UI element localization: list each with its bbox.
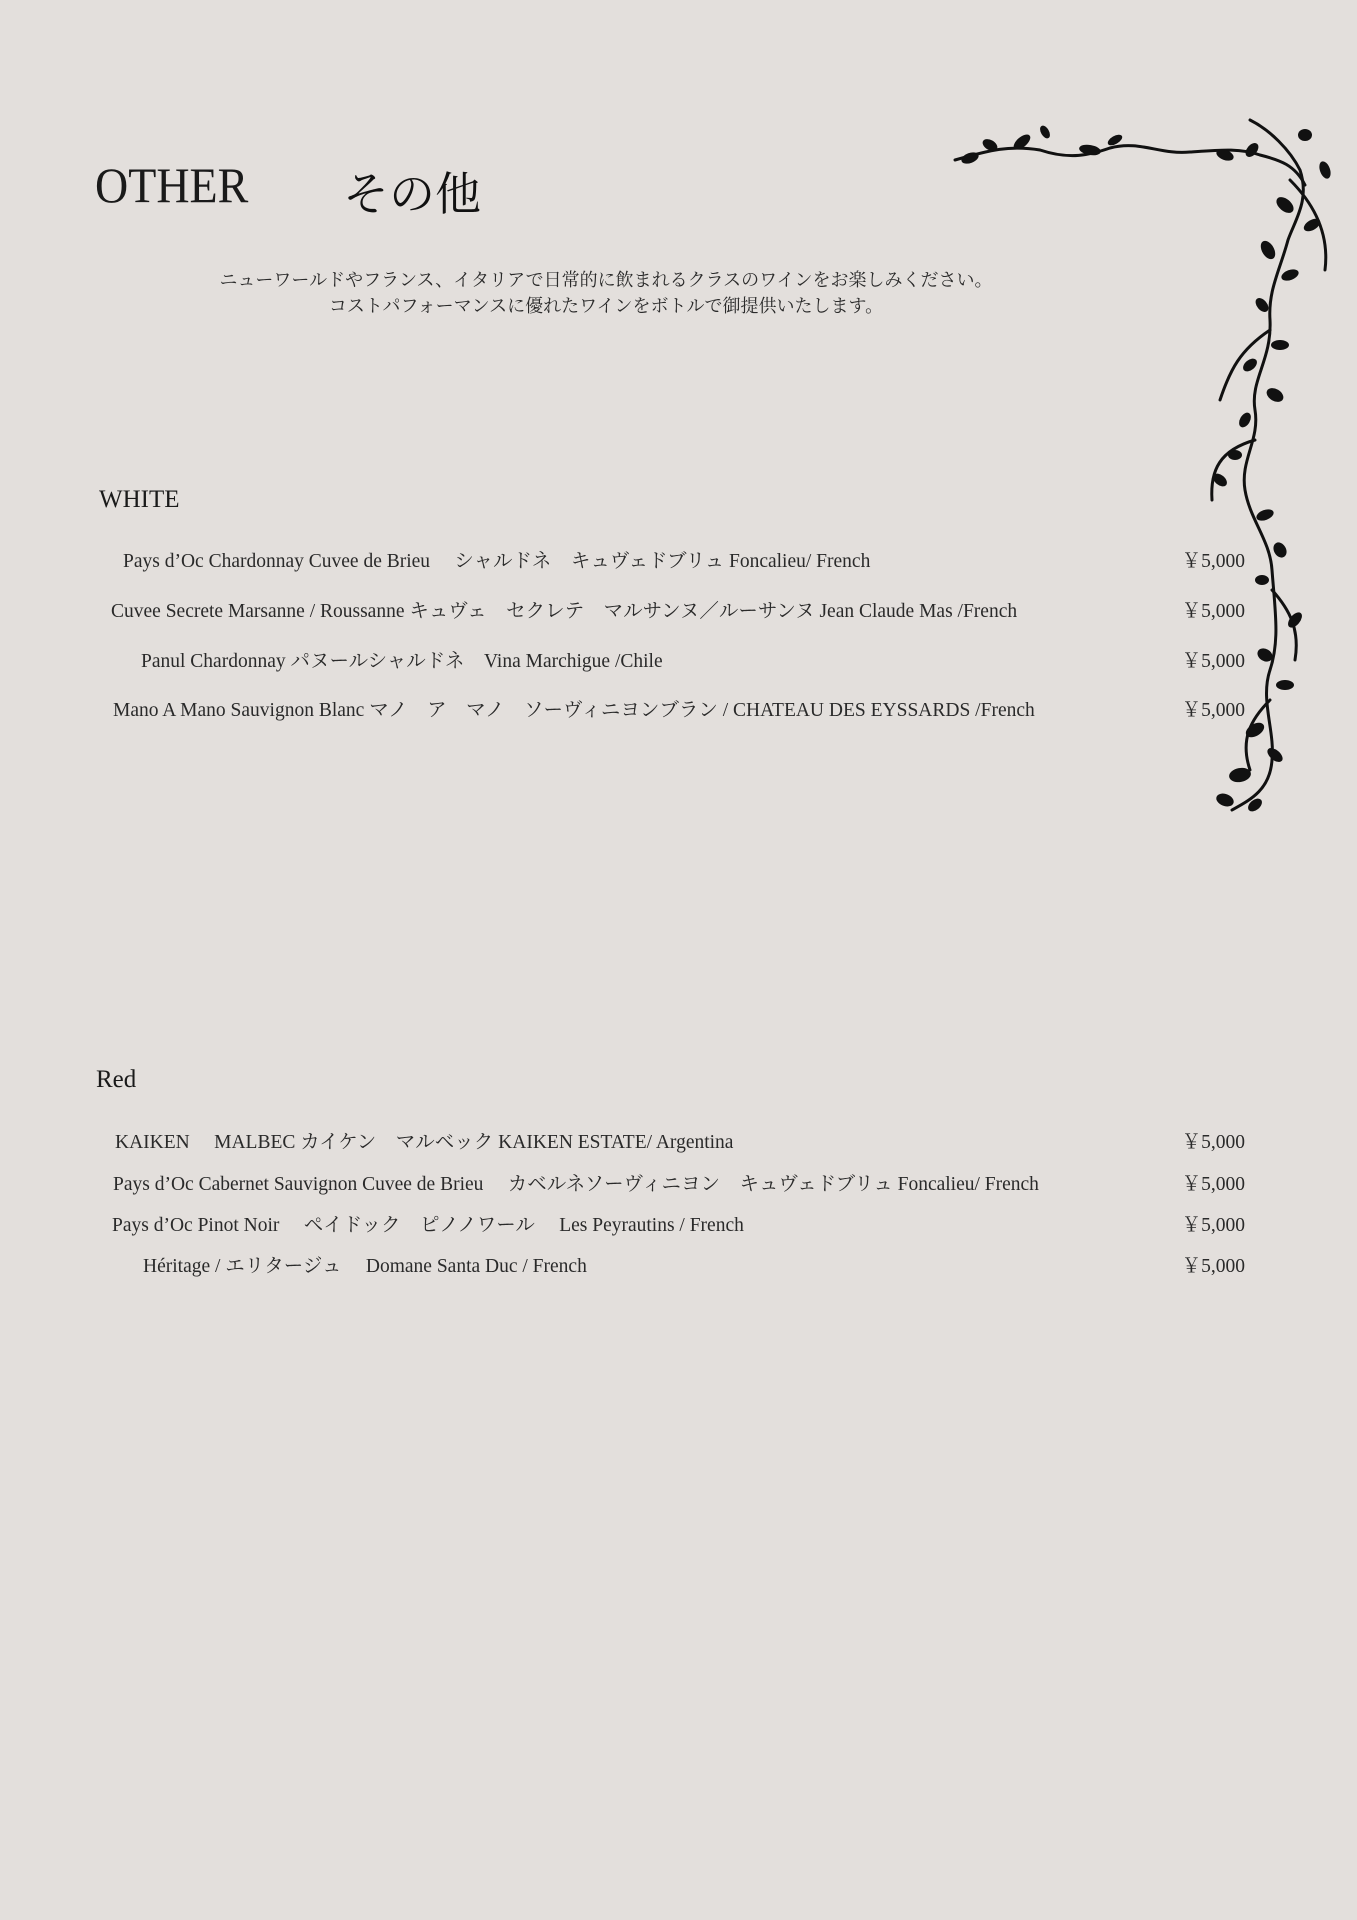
wine-item-price: ￥5,000 bbox=[1181, 1132, 1245, 1153]
wine-item-price: ￥5,000 bbox=[1181, 1256, 1245, 1277]
page-title-en: OTHER bbox=[95, 157, 249, 213]
intro-line: ニューワールドやフランス、イタリアで日常的に飲まれるクラスのワインをお楽しみください。 bbox=[219, 270, 993, 291]
wine-item-name: Héritage / エリタージュ Domane Santa Duc / French bbox=[143, 1256, 587, 1277]
wine-item-name: Mano A Mano Sauvignon Blanc マノ ア マノ ソーヴィニヨンブラン / CHATEAU DES EYSSARDS /French bbox=[113, 700, 1035, 721]
wine-item-price: ￥5,000 bbox=[1181, 700, 1245, 721]
wine-item-name: Panul Chardonnay パヌールシャルドネ Vina Marchigue /Chile bbox=[141, 651, 663, 672]
wine-item-price: ￥5,000 bbox=[1181, 551, 1245, 572]
wine-item-name: Pays d’Oc Chardonnay Cuvee de Brieu シャルドネ キュヴェドブリュ Foncalieu/ French bbox=[123, 551, 871, 572]
wine-item-name: Pays d’Oc Pinot Noir ペイドック ピノノワール Les Peyrautins / French bbox=[112, 1215, 744, 1236]
section-title-red: Red bbox=[96, 1066, 137, 1093]
wine-item-name: Pays d’Oc Cabernet Sauvignon Cuvee de Brieu カベルネソーヴィニヨン キュヴェドブリュ Foncalieu/ French bbox=[113, 1174, 1039, 1195]
page-title-jp: その他 bbox=[343, 167, 481, 221]
wine-item-price: ￥5,000 bbox=[1181, 1215, 1245, 1236]
section-title-white: WHITE bbox=[99, 486, 180, 513]
wine-item-name: Cuvee Secrete Marsanne / Roussanne キュヴェ セクレテ マルサンヌ／ルーサンヌ Jean Claude Mas /French bbox=[111, 601, 1018, 622]
intro-line: コストパフォーマンスに優れたワインをボトルで御提供いたします。 bbox=[328, 296, 884, 317]
wine-item-price: ￥5,000 bbox=[1181, 1174, 1245, 1195]
wine-item-name: KAIKEN MALBEC カイケン マルベック KAIKEN ESTATE/ Argentina bbox=[115, 1132, 734, 1153]
wine-item-price: ￥5,000 bbox=[1181, 601, 1245, 622]
wine-item-price: ￥5,000 bbox=[1181, 651, 1245, 672]
